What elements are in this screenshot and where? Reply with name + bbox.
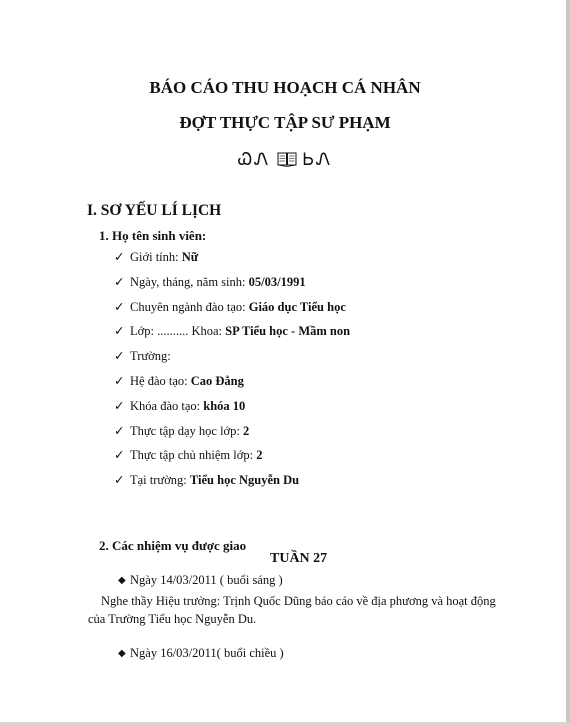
section-heading-so-yeu-li-lich: I. SƠ YẾU LÍ LỊCH (87, 202, 222, 219)
profile-item-label: Khóa đào tạo: (130, 398, 204, 413)
diamond-bullet-icon: ◆ (118, 648, 126, 659)
checkmark-icon: ✓ (114, 448, 125, 463)
entry-date (118, 646, 284, 661)
profile-item-label: Giới tính: (130, 250, 182, 264)
profile-item-value: khóa 10 (203, 398, 246, 413)
profile-item-value: SP Tiểu học - Mầm non (225, 324, 351, 339)
title-ornament (0, 150, 570, 170)
open-book-icon (277, 152, 297, 167)
page-edge-shadow (566, 0, 570, 725)
profile-item-label: Trường: (130, 349, 171, 364)
profile-item-value: Tiểu học Nguyễn Du (189, 473, 300, 488)
checkmark-icon: ✓ (114, 473, 125, 488)
subsection-heading-nhiem-vu: 2. Các nhiệm vụ được giao (99, 538, 247, 553)
profile-item (114, 274, 306, 290)
profile-item (114, 323, 350, 339)
profile-item-label: Lớp: .......... Khoa: (130, 324, 226, 339)
profile-item (114, 373, 244, 389)
checkmark-icon: ✓ (114, 374, 125, 388)
entry-paragraph: Nghe thầy Hiệu trưởng: Trịnh Quốc Dũng báo cáo về địa phương và hoạt động của Trường Tiểu học Nguyễn Du. (88, 594, 496, 626)
profile-item-label: Ngày, tháng, năm sinh: (130, 274, 249, 289)
document-subtitle: ĐỢT THỰC TẬP SƯ PHẠM (179, 113, 391, 132)
checkmark-icon: ✓ (114, 274, 125, 289)
week-heading: TUẦN 27 (270, 551, 328, 566)
checkmark-icon: ✓ (114, 299, 125, 314)
checkmark-icon: ✓ (114, 250, 125, 264)
profile-item (114, 472, 299, 488)
profile-item-label: Hệ đào tạo: (130, 374, 191, 388)
profile-item-label: Thực tập chủ nhiệm lớp: (130, 448, 257, 463)
profile-item-label: Thực tập dạy học lớp: (130, 423, 244, 438)
profile-item-value: 05/03/1991 (248, 274, 306, 289)
checkmark-icon: ✓ (114, 423, 125, 438)
document-title: BÁO CÁO THU HOẠCH CÁ NHÂN (149, 78, 421, 97)
profile-item-value: 2 (256, 448, 263, 463)
profile-item-value: Giáo dục Tiểu học (248, 299, 346, 314)
checkmark-icon: ✓ (114, 349, 125, 364)
entry-date-text: Ngày 16/03/2011( buổi chiều ) (130, 646, 284, 660)
checkmark-icon: ✓ (114, 324, 125, 339)
subsection-heading-ho-ten: 1. Họ tên sinh viên: (99, 228, 207, 243)
entry-date (118, 573, 283, 588)
profile-item (114, 423, 249, 439)
profile-item-value: 2 (243, 423, 250, 438)
profile-item-label: Tại trường: (130, 473, 190, 488)
profile-item-value: Cao Đẳng (190, 374, 244, 388)
ornament-right-swirl: ᏏᏁ (302, 150, 333, 169)
profile-item (114, 447, 262, 463)
profile-item (114, 249, 198, 265)
entry-date-text: Ngày 14/03/2011 ( buổi sáng ) (130, 573, 283, 587)
checkmark-icon: ✓ (114, 398, 125, 413)
profile-item-label: Chuyên ngành đào tạo: (130, 299, 249, 314)
diamond-bullet-icon: ◆ (118, 575, 126, 586)
profile-item-value: Nữ (181, 250, 199, 264)
profile-item (114, 398, 245, 414)
profile-item (114, 299, 346, 315)
profile-item (114, 348, 171, 364)
ornament-left-swirl: ᏇᏁ (237, 150, 271, 169)
